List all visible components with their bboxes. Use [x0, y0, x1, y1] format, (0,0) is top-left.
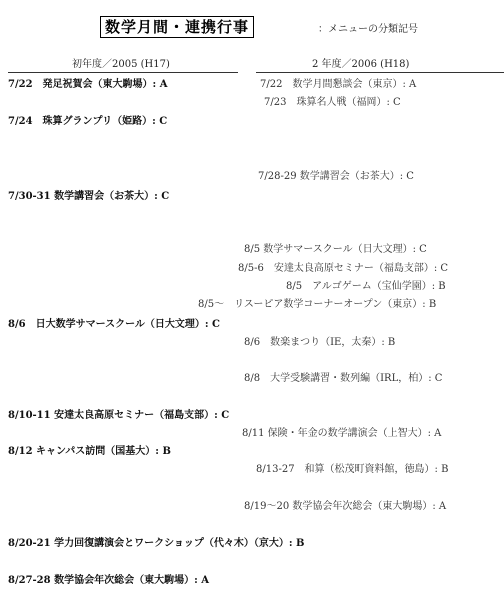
event-item: 8/5 数学サマースクール（日大文理）: C [244, 244, 427, 255]
event-item: 8/8 大学受験講習・数列編（IRL，柏）: C [244, 373, 443, 384]
event-item: 7/30-31 数学講習会（お茶大）: C [8, 191, 170, 202]
event-item: 8/20-21 学力回復講演会とワークショップ（代々木）（京大）: B [8, 538, 305, 549]
event-item: 8/19～20 数学協会年次総会（東大駒場）: A [244, 501, 447, 512]
event-item: 8/10-11 安達太良高原セミナー（福島支部）: C [8, 410, 230, 421]
event-item: 7/28-29 数学講習会（お茶大）: C [258, 171, 414, 182]
event-item: 7/23 珠算名人戦（福岡）: C [264, 97, 401, 108]
event-item: 7/24 珠算グランプリ（姫路）: C [8, 116, 168, 127]
event-item: 8/6 数楽まつり（IE，太秦）: B [244, 337, 396, 348]
column-header-year1: 初年度／2005 (H17) [72, 59, 170, 70]
event-item: 8/12 キャンパス訪問（国基大）: B [8, 446, 171, 457]
title-note: ：メニューの分類記号 [318, 24, 418, 35]
event-item: 8/27-28 数学協会年次総会（東大駒場）: A [8, 575, 210, 586]
event-item: 8/13-27 和算（松茂町資料館，徳島）: B [256, 464, 449, 475]
event-item: 8/5 アルゴゲーム（宝仙学園）: B [286, 281, 446, 292]
column-divider-year2 [256, 72, 504, 73]
event-item: 8/5-6 安達太良高原セミナー（福島支部）: C [238, 263, 449, 274]
event-item: 8/11 保険・年金の数学講演会（上智大）: A [242, 428, 442, 439]
event-item: 8/6 日大数学サマースクール（日大文理）: C [8, 319, 220, 330]
event-item: 8/5～ リスーピア数学コーナーオープン（東京）: B [198, 299, 437, 310]
column-divider-year1 [8, 72, 238, 73]
event-item: 7/22 発足祝賀会（東大駒場）: A [8, 79, 168, 90]
column-header-year2: 2 年度／2006 (H18) [312, 59, 410, 70]
event-item: 7/22 数学月間懇談会（東京）: A [260, 79, 417, 90]
page-title: 数学月間・連携行事 [100, 16, 254, 38]
